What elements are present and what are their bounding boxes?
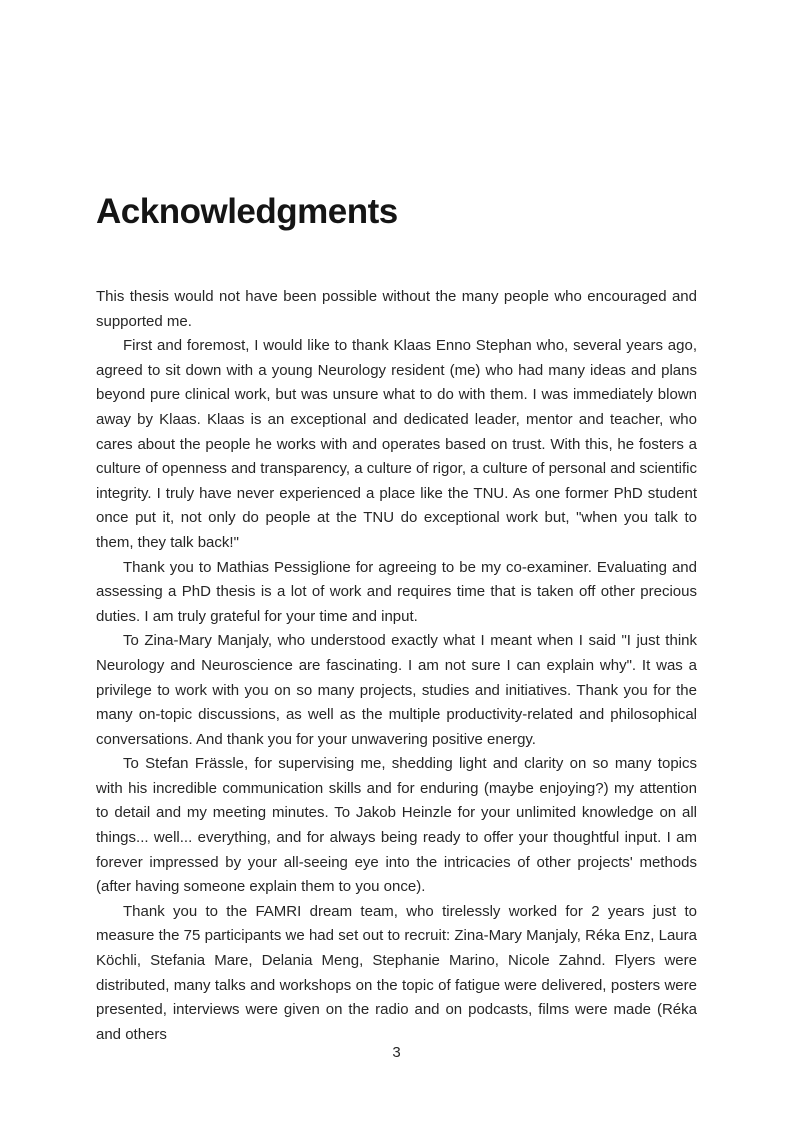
paragraph: To Stefan Frässle, for supervising me, shedding light and clarity on so many topics with his incredible communication skills and for enduring (maybe enjoying?) my attention to detail and my meeting minutes. To Jakob Heinzle for your unlimited knowledge on all things... well... everything, and for always being ready to offer your thoughtful input. I am forever impressed by your all-seeing eye into the intricacies of other projects' methods (after having someone explain them to you once).	[96, 755, 697, 896]
paragraph: First and foremost, I would like to thank Klaas Enno Stephan who, several years ago, agreed to sit down with a young Neurology resident (me) who had many ideas and plans beyond pure clinical work, but was unsure what to do with them. I was immediately blown away by Klaas. Klaas is an exceptional and dedicated leader, mentor and teacher, who cares about the people he works with and operates based on trust. With this, he fosters a culture of openness and transparency, a culture of rigor, a culture of personal and scientific integrity. I truly have never experienced a place like the TNU. As one former PhD student once put it, not only do people at the TNU do exceptional work but, "when you talk to them, they talk back!"	[96, 337, 697, 551]
body-text	[96, 285, 697, 1047]
paragraph: Thank you to Mathias Pessiglione for agreeing to be my co-examiner. Evaluating and assessing a PhD thesis is a lot of work and requires time that is taken off other precious duties. I am truly grateful for your time and input.	[96, 558, 697, 625]
paragraph: Thank you to the FAMRI dream team, who tirelessly worked for 2 years just to measure the 75 participants we had set out to recruit: Zina-Mary Manjaly, Réka Enz, Laura Köchli, Stefania Mare, Delania Meng, Stephanie Marino, Nicole Zahnd. Flyers were distributed, many talks and workshops on the topic of fatigue were delivered, posters were presented, interviews were given on the radio and on podcasts, films were made (Réka and others	[96, 902, 697, 1043]
page-number: 3	[392, 1044, 401, 1061]
paragraph: To Zina-Mary Manjaly, who understood exactly what I meant when I said "I just think Neurology and Neuroscience are fascinating. I am not sure I can explain why". It was a privilege to work with you on so many projects, studies and initiatives. Thank you for the many on-topic discussions, as well as the multiple productivity-related and philosophical conversations. And thank you for your unwavering positive energy.	[96, 632, 697, 748]
page-content	[96, 0, 697, 1047]
chapter-title: Acknowledgments	[96, 192, 398, 231]
paragraph: This thesis would not have been possible without the many people who encouraged and supported me.	[96, 288, 697, 330]
